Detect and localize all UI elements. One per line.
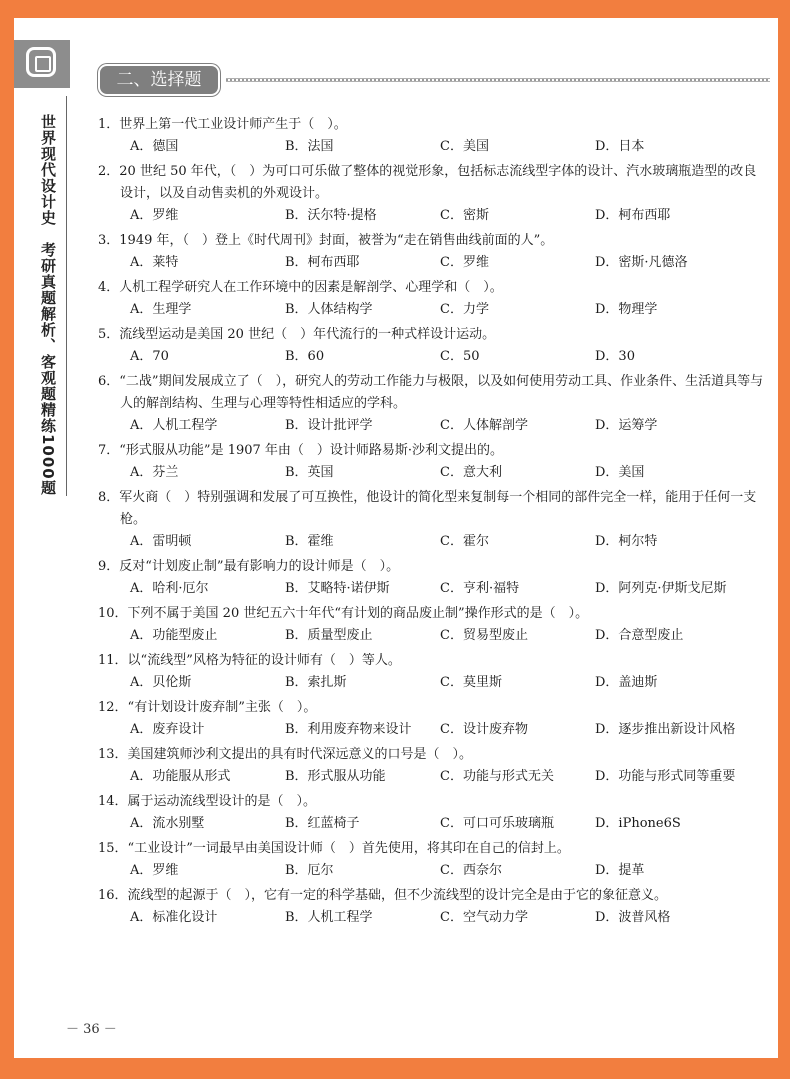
- option-c: C．功能与形式无关: [440, 769, 554, 784]
- question: [98, 440, 768, 484]
- option-d: D．提革: [595, 863, 645, 878]
- question: [98, 744, 768, 788]
- question-stem: 9．反对“计划废止制”最有影响力的设计师是（ ）。: [98, 559, 400, 574]
- option-b: B．60: [285, 349, 325, 364]
- page-number: － 36 －: [66, 1022, 117, 1037]
- option-c: C．霍尔: [440, 534, 489, 549]
- question: [98, 791, 768, 835]
- question-stem: 3．1949 年，（ ）登上《时代周刊》封面，被誉为“走在销售曲线前面的人”。: [98, 233, 554, 248]
- side-divider: [66, 96, 67, 496]
- option-c: C．美国: [440, 139, 489, 154]
- question-options: [98, 462, 768, 484]
- option-b: B．形式服从功能: [285, 769, 386, 784]
- option-c: C．设计废弃物: [440, 722, 528, 737]
- question-stem: 14．属于运动流线型设计的是（ ）。: [98, 794, 317, 809]
- question-stem: 4．人机工程学研究人在工作环境中的因素是解剖学、心理学和（ ）。: [98, 280, 503, 295]
- book-page: [14, 18, 778, 1058]
- option-d: D．逐步推出新设计风格: [595, 722, 736, 737]
- option-a: A．莱特: [130, 255, 179, 270]
- option-b: B．霍维: [285, 534, 334, 549]
- option-a: A．罗维: [130, 208, 179, 223]
- option-a: A．功能服从形式: [130, 769, 231, 784]
- option-b: B．柯布西耶: [285, 255, 360, 270]
- question-stem: 16．流线型的起源于（ ），它有一定的科学基础，但不少流线型的设计完全是由于它的象征意义。: [98, 888, 668, 903]
- question-stem: 15．“工业设计”一词最早由美国设计师（ ）首先使用，将其印在自己的信封上。: [98, 841, 570, 856]
- option-c: C．亨利·福特: [440, 581, 520, 596]
- option-c: C．莫里斯: [440, 675, 502, 690]
- option-c: C．空气动力学: [440, 910, 528, 925]
- question-options: [98, 299, 768, 321]
- question: [98, 650, 768, 694]
- option-a: A．人机工程学: [130, 418, 218, 433]
- option-a: A．废弃设计: [130, 722, 205, 737]
- publisher-logo-icon: [26, 47, 56, 77]
- option-a: A．流水别墅: [130, 816, 205, 831]
- question-options: [98, 252, 768, 274]
- question-options: [98, 136, 768, 158]
- option-a: A．哈利·厄尔: [130, 581, 209, 596]
- option-b: B．英国: [285, 465, 334, 480]
- question: [98, 371, 768, 437]
- option-b: B．红蓝椅子: [285, 816, 360, 831]
- question-stem: 10．下列不属于美国 20 世纪五六十年代“有计划的商品废止制”操作形式的是（ ）。: [98, 606, 589, 621]
- option-a: A．标准化设计: [130, 910, 218, 925]
- logo-tab: [14, 40, 70, 88]
- option-d: D．阿列克·伊斯戈尼斯: [595, 581, 727, 596]
- question: [98, 324, 768, 368]
- question: [98, 487, 768, 553]
- question-stem: 11．以“流线型”风格为特征的设计师有（ ）等人。: [98, 653, 401, 668]
- question: [98, 603, 768, 647]
- side-book-title: 世界现代设计史 考研真题解析、客观题精练1000题: [39, 114, 57, 496]
- option-b: B．索扎斯: [285, 675, 347, 690]
- option-c: C．贸易型废止: [440, 628, 528, 643]
- option-a: A．雷明顿: [130, 534, 192, 549]
- question-stem: 12．“有计划设计废弃制”主张（ ）。: [98, 700, 317, 715]
- option-d: D．波普风格: [595, 910, 671, 925]
- question-options: [98, 531, 768, 553]
- question-options: [98, 813, 768, 835]
- option-d: D．日本: [595, 139, 645, 154]
- option-c: C．人体解剖学: [440, 418, 528, 433]
- option-c: C．罗维: [440, 255, 489, 270]
- question: [98, 697, 768, 741]
- question-stem: 5．流线型运动是美国 20 世纪（ ）年代流行的一种式样设计运动。: [98, 327, 496, 342]
- option-c: C．密斯: [440, 208, 489, 223]
- option-c: C．意大利: [440, 465, 502, 480]
- question-stem: 2．20 世纪 50 年代，（ ）为可口可乐做了整体的视觉形象，包括标志流线型字体的设计、汽水玻璃瓶造型的改良设计，以及自动售卖机的外观设计。: [98, 164, 757, 201]
- section-divider: [226, 78, 770, 82]
- option-c: C．力学: [440, 302, 489, 317]
- question-options: [98, 719, 768, 741]
- option-b: B．人体结构学: [285, 302, 373, 317]
- question-options: [98, 672, 768, 694]
- option-c: C．西奈尔: [440, 863, 502, 878]
- option-d: D．功能与形式同等重要: [595, 769, 736, 784]
- option-b: B．沃尔特·提格: [285, 208, 377, 223]
- question-options: [98, 578, 768, 600]
- option-d: D．30: [595, 349, 635, 364]
- option-a: A．功能型废止: [130, 628, 218, 643]
- option-b: B．人机工程学: [285, 910, 373, 925]
- question-options: [98, 860, 768, 882]
- option-c: C．50: [440, 349, 480, 364]
- option-a: A．70: [130, 349, 169, 364]
- question-options: [98, 907, 768, 929]
- option-a: A．芬兰: [130, 465, 179, 480]
- option-b: B．设计批评学: [285, 418, 373, 433]
- question-options: [98, 205, 768, 227]
- option-d: D．美国: [595, 465, 645, 480]
- section-title: 二、选择题: [100, 66, 218, 94]
- option-b: B．艾略特·诺伊斯: [285, 581, 390, 596]
- question-stem: 1．世界上第一代工业设计师产生于（ ）。: [98, 117, 347, 132]
- option-a: A．德国: [130, 139, 179, 154]
- question: [98, 838, 768, 882]
- option-a: A．罗维: [130, 863, 179, 878]
- option-a: A．生理学: [130, 302, 192, 317]
- question-options: [98, 625, 768, 647]
- question: [98, 556, 768, 600]
- option-b: B．厄尔: [285, 863, 334, 878]
- section-header: [100, 66, 770, 94]
- question-stem: 7．“形式服从功能”是 1907 年由（ ）设计师路易斯·沙利文提出的。: [98, 443, 504, 458]
- option-c: C．可口可乐玻璃瓶: [440, 816, 554, 831]
- question-options: [98, 346, 768, 368]
- question-options: [98, 766, 768, 788]
- option-d: D．柯尔特: [595, 534, 658, 549]
- option-b: B．法国: [285, 139, 334, 154]
- option-a: A．贝伦斯: [130, 675, 192, 690]
- question-stem: 8．军火商（ ）特别强调和发展了可互换性，他设计的简化型来复制每一个相同的部件完全一样，能用于任何一支枪。: [98, 490, 757, 527]
- option-b: B．质量型废止: [285, 628, 373, 643]
- option-d: D．密斯·凡德洛: [595, 255, 688, 270]
- question-stem: 13．美国建筑师沙利文提出的具有时代深远意义的口号是（ ）。: [98, 747, 473, 762]
- question-stem: 6．“二战”期间发展成立了（ ），研究人的劳动工作能力与极限，以及如何使用劳动工具、作业条件、生活道具等与人的解剖结构、生理与心理等特性相适应的学科。: [98, 374, 764, 411]
- option-d: D．合意型废止: [595, 628, 684, 643]
- question: [98, 114, 768, 158]
- option-d: D．运筹学: [595, 418, 658, 433]
- option-d: D．物理学: [595, 302, 658, 317]
- option-d: D．柯布西耶: [595, 208, 671, 223]
- question-options: [98, 415, 768, 437]
- option-d: D．iPhone6S: [595, 816, 681, 831]
- question: [98, 277, 768, 321]
- question: [98, 885, 768, 929]
- question-list: [98, 114, 768, 932]
- question: [98, 161, 768, 227]
- question: [98, 230, 768, 274]
- option-d: D．盖迪斯: [595, 675, 658, 690]
- option-b: B．利用废弃物来设计: [285, 722, 412, 737]
